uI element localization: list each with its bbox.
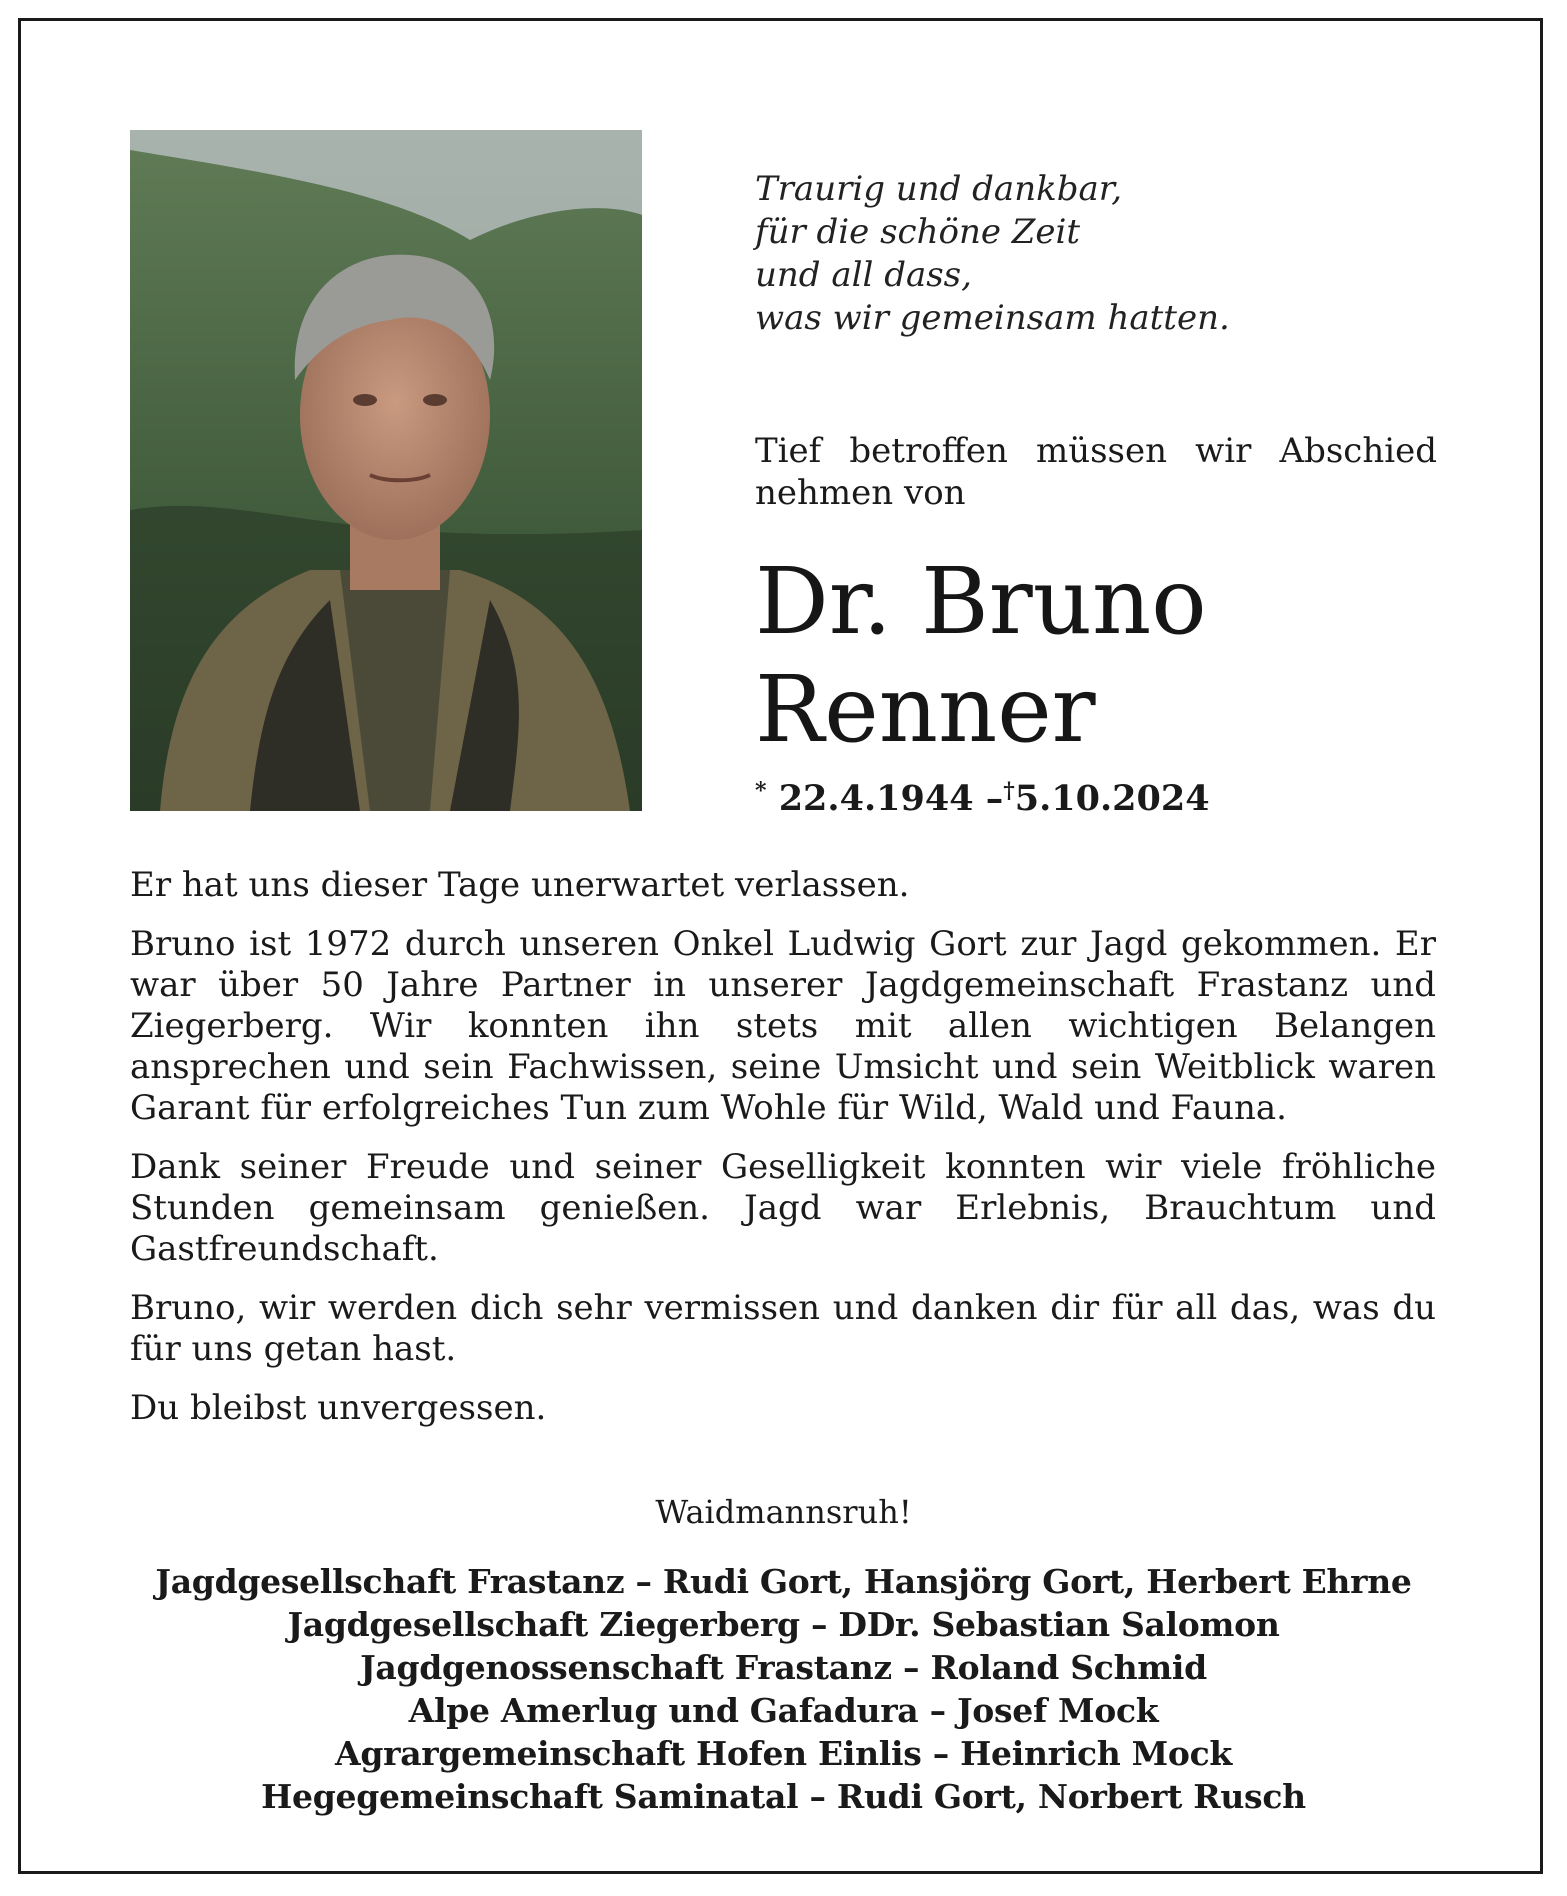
body-paragraph: Bruno ist 1972 durch unseren Onkel Ludwig Gort zur Jagd gekommen. Er war über 50 Jahre Partner in unserer Jagdgemeinschaft Frastanz und Ziegerberg. Wir konnten ihn stets mit allen wichtigen Belangen ansprechen und sein Fachwissen, seine Umsicht und sein Weitblick waren Garant für erfolgreiches Tun zum Wohle für Wild, Wald und Fauna. bbox=[130, 924, 1436, 1128]
signer-line: Agrargemeinschaft Hofen Einlis – Heinrich Mock bbox=[335, 1734, 1232, 1773]
deceased-name bbox=[755, 548, 1207, 764]
intro-text: Tief betroffen müssen wir Abschied nehmen von bbox=[755, 431, 1437, 513]
portrait-photo bbox=[130, 130, 642, 811]
obituary-body bbox=[130, 865, 1436, 1447]
birth-symbol: * bbox=[755, 778, 767, 804]
date-dash: – bbox=[985, 778, 1004, 819]
poem-line: was wir gemeinsam hatten. bbox=[755, 298, 1230, 338]
signers-list bbox=[0, 1560, 1567, 1818]
life-dates bbox=[755, 778, 1210, 819]
death-date: 5.10.2024 bbox=[1014, 778, 1210, 819]
poem bbox=[755, 168, 1230, 340]
signer-line: Jagdgenossenschaft Frastanz – Roland Schmid bbox=[360, 1648, 1207, 1687]
signer-line: Hegegemeinschaft Saminatal – Rudi Gort, Norbert Rusch bbox=[261, 1777, 1306, 1816]
body-paragraph: Bruno, wir werden dich sehr vermissen und danken dir für all das, was du für uns getan hast. bbox=[130, 1288, 1436, 1369]
body-paragraph: Du bleibst unvergessen. bbox=[130, 1388, 547, 1428]
body-paragraph: Dank seiner Freude und seiner Geselligkeit konnten wir viele fröhliche Stunden gemeinsam genießen. Jagd war Erlebnis, Brauchtum und Gastfreundschaft. bbox=[130, 1147, 1436, 1269]
signer-line: Alpe Amerlug und Gafadura – Josef Mock bbox=[408, 1691, 1159, 1730]
death-symbol: † bbox=[1003, 778, 1015, 804]
name-line-1: Dr. Bruno bbox=[755, 548, 1207, 655]
birth-date: 22.4.1944 bbox=[778, 778, 974, 819]
signer-line: Jagdgesellschaft Frastanz – Rudi Gort, Hansjörg Gort, Herbert Ehrne bbox=[155, 1562, 1412, 1601]
farewell-text: Waidmannsruh! bbox=[655, 1493, 912, 1531]
poem-line: und all dass, bbox=[755, 255, 972, 295]
portrait-image bbox=[130, 130, 642, 811]
poem-line: Traurig und dankbar, bbox=[755, 169, 1123, 209]
name-line-2: Renner bbox=[755, 656, 1096, 763]
poem-line: für die schöne Zeit bbox=[755, 212, 1081, 252]
signer-line: Jagdgesellschaft Ziegerberg – DDr. Sebastian Salomon bbox=[287, 1605, 1280, 1644]
body-paragraph: Er hat uns dieser Tage unerwartet verlassen. bbox=[130, 865, 910, 905]
